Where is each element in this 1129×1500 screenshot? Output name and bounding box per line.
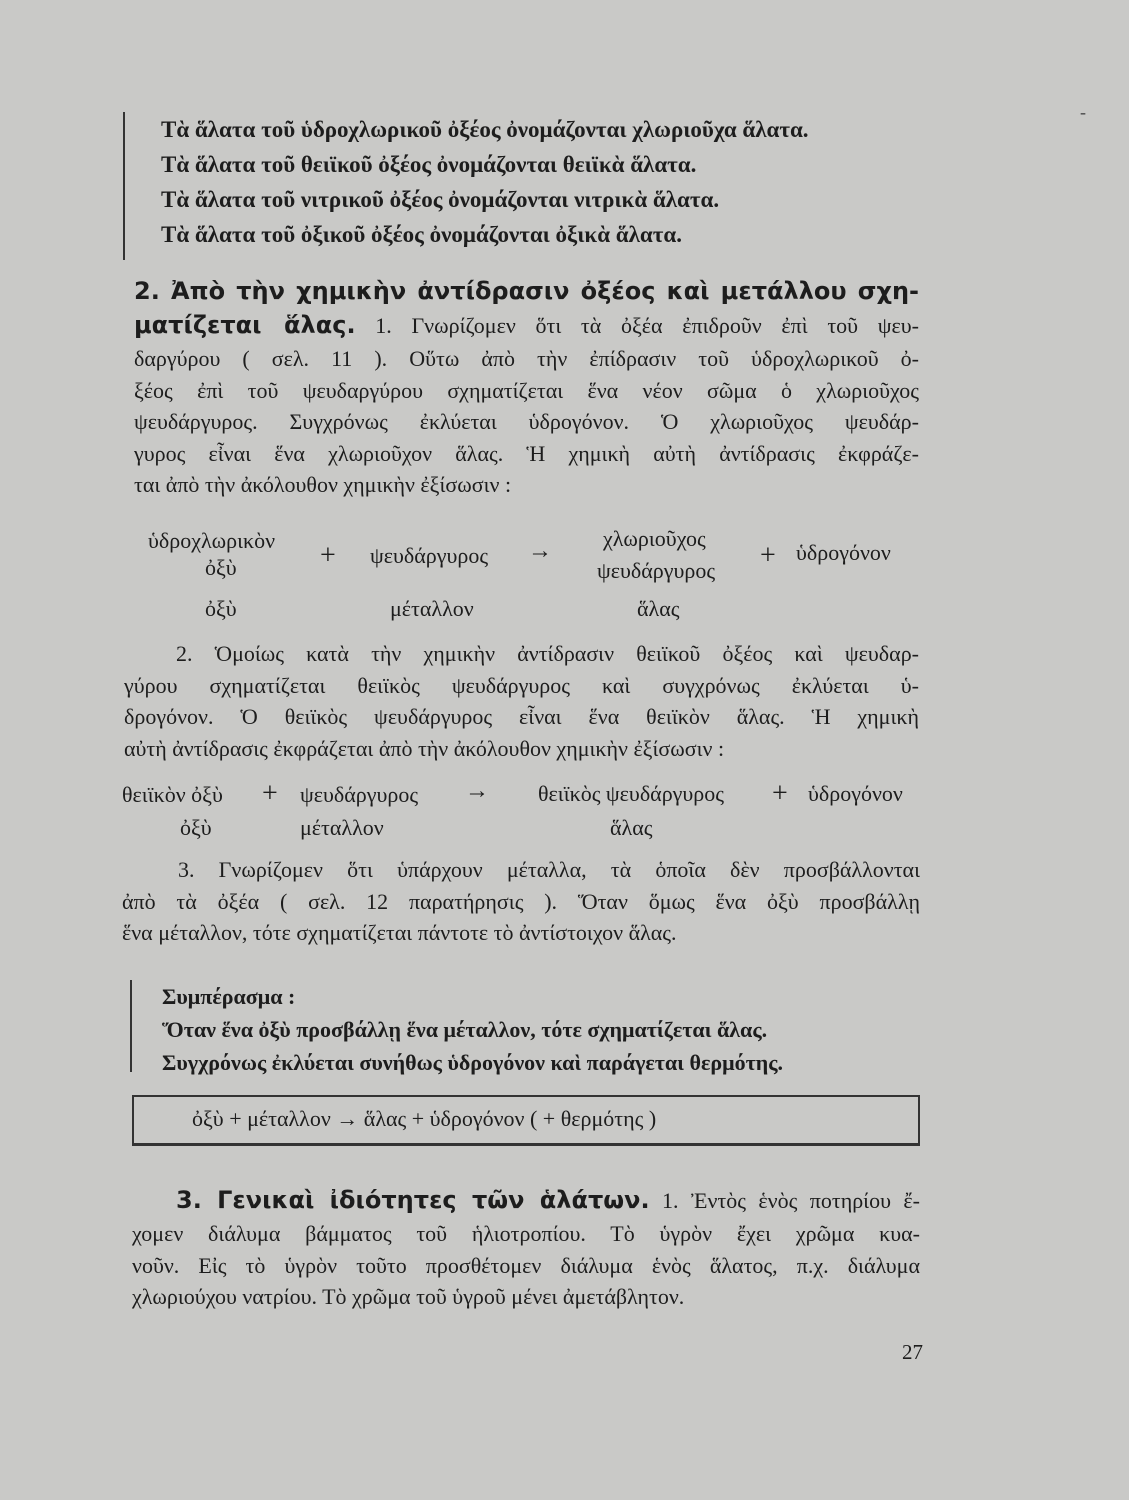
intro-line: Τὰ ἅλατα τοῦ νιτρικοῦ ὀξέος ὀνομάζονται νιτρικὰ ἅλατα.	[161, 187, 720, 212]
eq2-term1-label: ὀξὺ	[180, 815, 212, 840]
eq1-term1-mid: ὀξὺ	[205, 555, 237, 580]
eq2-term4: ὑδρογόνον	[808, 781, 903, 806]
section-2-line: ται ἀπὸ τὴν ἀκόλουθον χημικὴν ἐξίσωσιν :	[134, 472, 512, 497]
paragraph-3-line: ἕνα μέταλλον, τότε σχηματίζεται πάντοτε τὸ ἀντίστοιχον ἅλας.	[122, 920, 677, 945]
paragraph-3-line: 3. Γνωρίζομεν ὅτι ὑπάρχουν μέταλλα, τὰ ὁποῖα δὲν προσβάλλονται	[178, 857, 920, 882]
plus-icon: +	[772, 778, 788, 809]
eq1-term3-top: χλωριοῦχος	[603, 526, 706, 551]
section-3-line: χομεν διάλυμα βάμματος τοῦ ἡλιοτροπίου. Τὸ ὑγρὸν ἔχει χρῶμα κυα-	[132, 1221, 920, 1246]
conclusion-line: Συγχρόνως ἐκλύεται συνήθως ὑδρογόνον καὶ παράγεται θερμότης.	[162, 1050, 784, 1075]
arrow-icon: →	[528, 538, 552, 564]
conclusion-line: Ὅταν ἕνα ὀξὺ προσβάλλῃ ἕνα μέταλλον, τότε σχηματίζεται ἅλας.	[162, 1017, 768, 1042]
eq1-term1: ὑδροχλωρικὸν	[148, 528, 276, 553]
section-3-text: 1. Ἐντὸς ἑνὸς ποτηρίου ἔ-	[649, 1188, 920, 1213]
section-2-line: ψευδάργυρος. Συγχρόνως ἐκλύεται ὑδρογόνον. Ὁ χλωριοῦχος ψευδάρ-	[134, 409, 919, 434]
section-2	[134, 274, 919, 501]
arrow-icon: →	[465, 778, 489, 804]
margin-mark: -	[1080, 102, 1086, 122]
eq1-term2-label: μέταλλον	[390, 596, 474, 621]
intro-line: Τὰ ἅλατα τοῦ ὑδροχλωρικοῦ ὀξέος ὀνομάζονται χλωριοῦχα ἅλατα.	[161, 117, 809, 142]
paragraph-2	[124, 638, 919, 764]
conclusion-title: Συμπέρασμα :	[162, 984, 296, 1009]
paragraph-2-line: 2. Ὁμοίως κατὰ τὴν χημικὴν ἀντίδρασιν θειϊκοῦ ὀξέος καὶ ψευδαρ-	[176, 641, 919, 666]
general-equation-box	[132, 1095, 920, 1146]
section-2-heading: 2. Ἀπὸ τὴν χημικὴν ἀντίδρασιν ὀξέος καὶ μετάλλου σχη-	[134, 277, 919, 305]
section-2-heading-cont: ματίζεται ἅλας.	[134, 311, 356, 339]
eq1-term2: ψευδάργυρος	[370, 543, 489, 568]
eq2-term2: ψευδάργυρος	[300, 782, 419, 807]
section-3	[132, 1183, 920, 1313]
eq2-term3: θειϊκὸς ψευδάργυρος	[538, 781, 724, 806]
section-2-line	[134, 308, 919, 343]
paragraph-3	[122, 854, 920, 949]
plus-icon: +	[760, 540, 776, 571]
eq2-term1: θειϊκὸν ὀξὺ	[122, 782, 223, 807]
plus-icon: +	[262, 778, 278, 809]
intro-line: Τὰ ἅλατα τοῦ ὀξικοῦ ὀξέος ὀνομάζονται ὀξικὰ ἅλατα.	[161, 222, 682, 247]
eq1-term4: ὑδρογόνον	[796, 540, 891, 565]
general-equation: ὀξὺ + μέταλλον → ἅλας + ὑδρογόνον ( + θερμότης )	[192, 1106, 657, 1131]
paragraph-2-line: γύρου σχηματίζεται θειϊκὸς ψευδάργυρος καὶ συγχρόνως ἐκλύεται ὑ-	[124, 672, 919, 698]
section-3-line	[132, 1183, 920, 1218]
page-number: 27	[902, 1340, 923, 1364]
paragraph-3-line: ἀπὸ τὰ ὀξέα ( σελ. 12 παρατήρησις ). Ὅταν ὅμως ἕνα ὀξὺ προσβάλλῃ	[122, 888, 920, 914]
section-2-text: 1. Γνωρίζομεν ὅτι τὰ ὀξέα ἐπιδροῦν ἐπὶ τοῦ ψευ-	[355, 313, 920, 338]
salt-naming-block	[123, 112, 921, 260]
section-2-line: γυρος εἶναι ἕνα χλωριοῦχον ἅλας. Ἡ χημικὴ αὐτὴ ἀντίδρασις ἐκφράζε-	[134, 440, 919, 466]
eq2-term3-label: ἅλας	[610, 815, 653, 840]
section-3-line: νοῦν. Εἰς τὸ ὑγρὸν τοῦτο προσθέτομεν διάλυμα ἑνὸς ἅλατος, π.χ. διάλυμα	[132, 1252, 920, 1278]
eq1-term3-label: ἅλας	[637, 596, 680, 621]
eq1-term1-label: ὀξὺ	[205, 596, 237, 621]
section-2-line: δαργύρου ( σελ. 11 ). Οὕτω ἀπὸ τὴν ἐπίδρασιν τοῦ ὑδροχλωρικοῦ ὀ-	[134, 346, 919, 371]
paragraph-2-line: δρογόνον. Ὁ θειϊκὸς ψευδάργυρος εἶναι ἕνα θειϊκὸν ἅλας. Ἡ χημικὴ	[124, 704, 919, 729]
eq1-term3-mid: ψευδάργυρος	[597, 558, 716, 583]
section-3-line: χλωριούχου νατρίου. Τὸ χρῶμα τοῦ ὑγροῦ μένει ἀμετάβλητον.	[132, 1284, 685, 1309]
eq2-term2-label: μέταλλον	[300, 815, 384, 840]
intro-line: Τὰ ἅλατα τοῦ θειϊκοῦ ὀξέος ὀνομάζονται θειϊκὰ ἅλατα.	[161, 152, 697, 177]
paragraph-2-line: αὐτὴ ἀντίδρασις ἐκφράζεται ἀπὸ τὴν ἀκόλουθον χημικὴν ἐξίσωσιν :	[124, 735, 725, 761]
plus-icon: +	[320, 540, 336, 571]
conclusion-block	[130, 980, 952, 1075]
section-3-heading: 3. Γενικαὶ ἰδιότητες τῶν ἁλάτων.	[176, 1186, 650, 1214]
section-2-line: ξέος ἐπὶ τοῦ ψευδαργύρου σχηματίζεται ἕνα νέον σῶμα ὁ χλωριοῦχος	[134, 377, 919, 403]
